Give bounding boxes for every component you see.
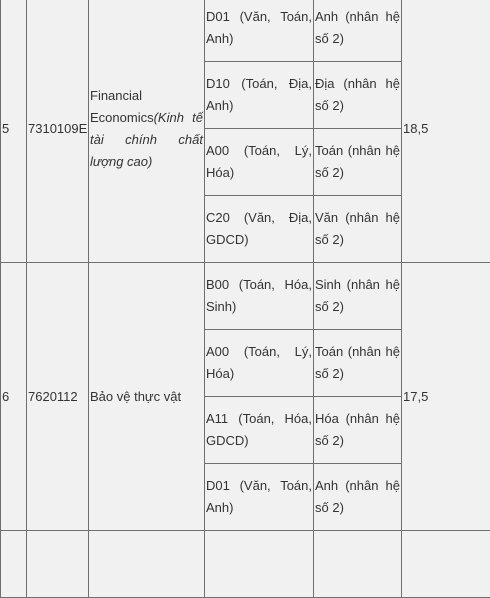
major-name: Financial Economics: [90, 88, 154, 125]
weighted-subject-cell: Hóa (nhân hệ số 2): [314, 397, 402, 464]
subject-combo-cell: A00 (Toán, Lý, Hóa): [205, 330, 314, 397]
table-row: [1, 263, 490, 330]
code-cell: 7620112: [27, 263, 89, 531]
subject-combo-cell: [205, 531, 314, 598]
weighted-subject-cell: Anh (nhân hệ số 2): [314, 464, 402, 531]
major-name-cell: [89, 531, 205, 598]
subject-combo-cell: D01 (Văn, Toán, Anh): [205, 0, 314, 62]
weighted-subject-cell: Toán (nhân hệ số 2): [314, 129, 402, 196]
weighted-subject-cell: Văn (nhân hệ số 2): [314, 196, 402, 263]
subject-combo-cell: D01 (Văn, Toán, Anh): [205, 464, 314, 531]
stt-cell: [1, 531, 27, 598]
weighted-subject-cell: Địa (nhân hệ số 2): [314, 62, 402, 129]
weighted-subject-cell: Toán (nhân hệ số 2): [314, 330, 402, 397]
stt-cell: 6: [1, 263, 27, 531]
table-row: [1, 0, 490, 62]
score-cell: [402, 531, 490, 598]
major-name-cell: [89, 0, 205, 263]
subject-combo-cell: C20 (Văn, Địa, GDCD): [205, 196, 314, 263]
subject-combo-cell: A11 (Toán, Hóa, GDCD): [205, 397, 314, 464]
table-row: [1, 531, 490, 598]
major-name-cell: Bảo vệ thực vật: [89, 263, 205, 531]
weighted-subject-cell: Sinh (nhân hệ số 2): [314, 263, 402, 330]
score-cell: 18,5: [402, 0, 490, 263]
subject-combo-cell: A00 (Toán, Lý, Hóa): [205, 129, 314, 196]
score-cell: 17,5: [402, 263, 490, 531]
stt-cell: 5: [1, 0, 27, 263]
weighted-subject-cell: Anh (nhân hệ số 2): [314, 0, 402, 62]
weighted-subject-cell: [314, 531, 402, 598]
subject-combo-cell: B00 (Toán, Hóa, Sinh): [205, 263, 314, 330]
major-name-note: (Kinh tế tài chính chất lượng cao): [90, 110, 203, 169]
subject-combo-cell: D10 (Toán, Địa, Anh): [205, 62, 314, 129]
code-cell: 7310109E: [27, 0, 89, 263]
code-cell: [27, 531, 89, 598]
